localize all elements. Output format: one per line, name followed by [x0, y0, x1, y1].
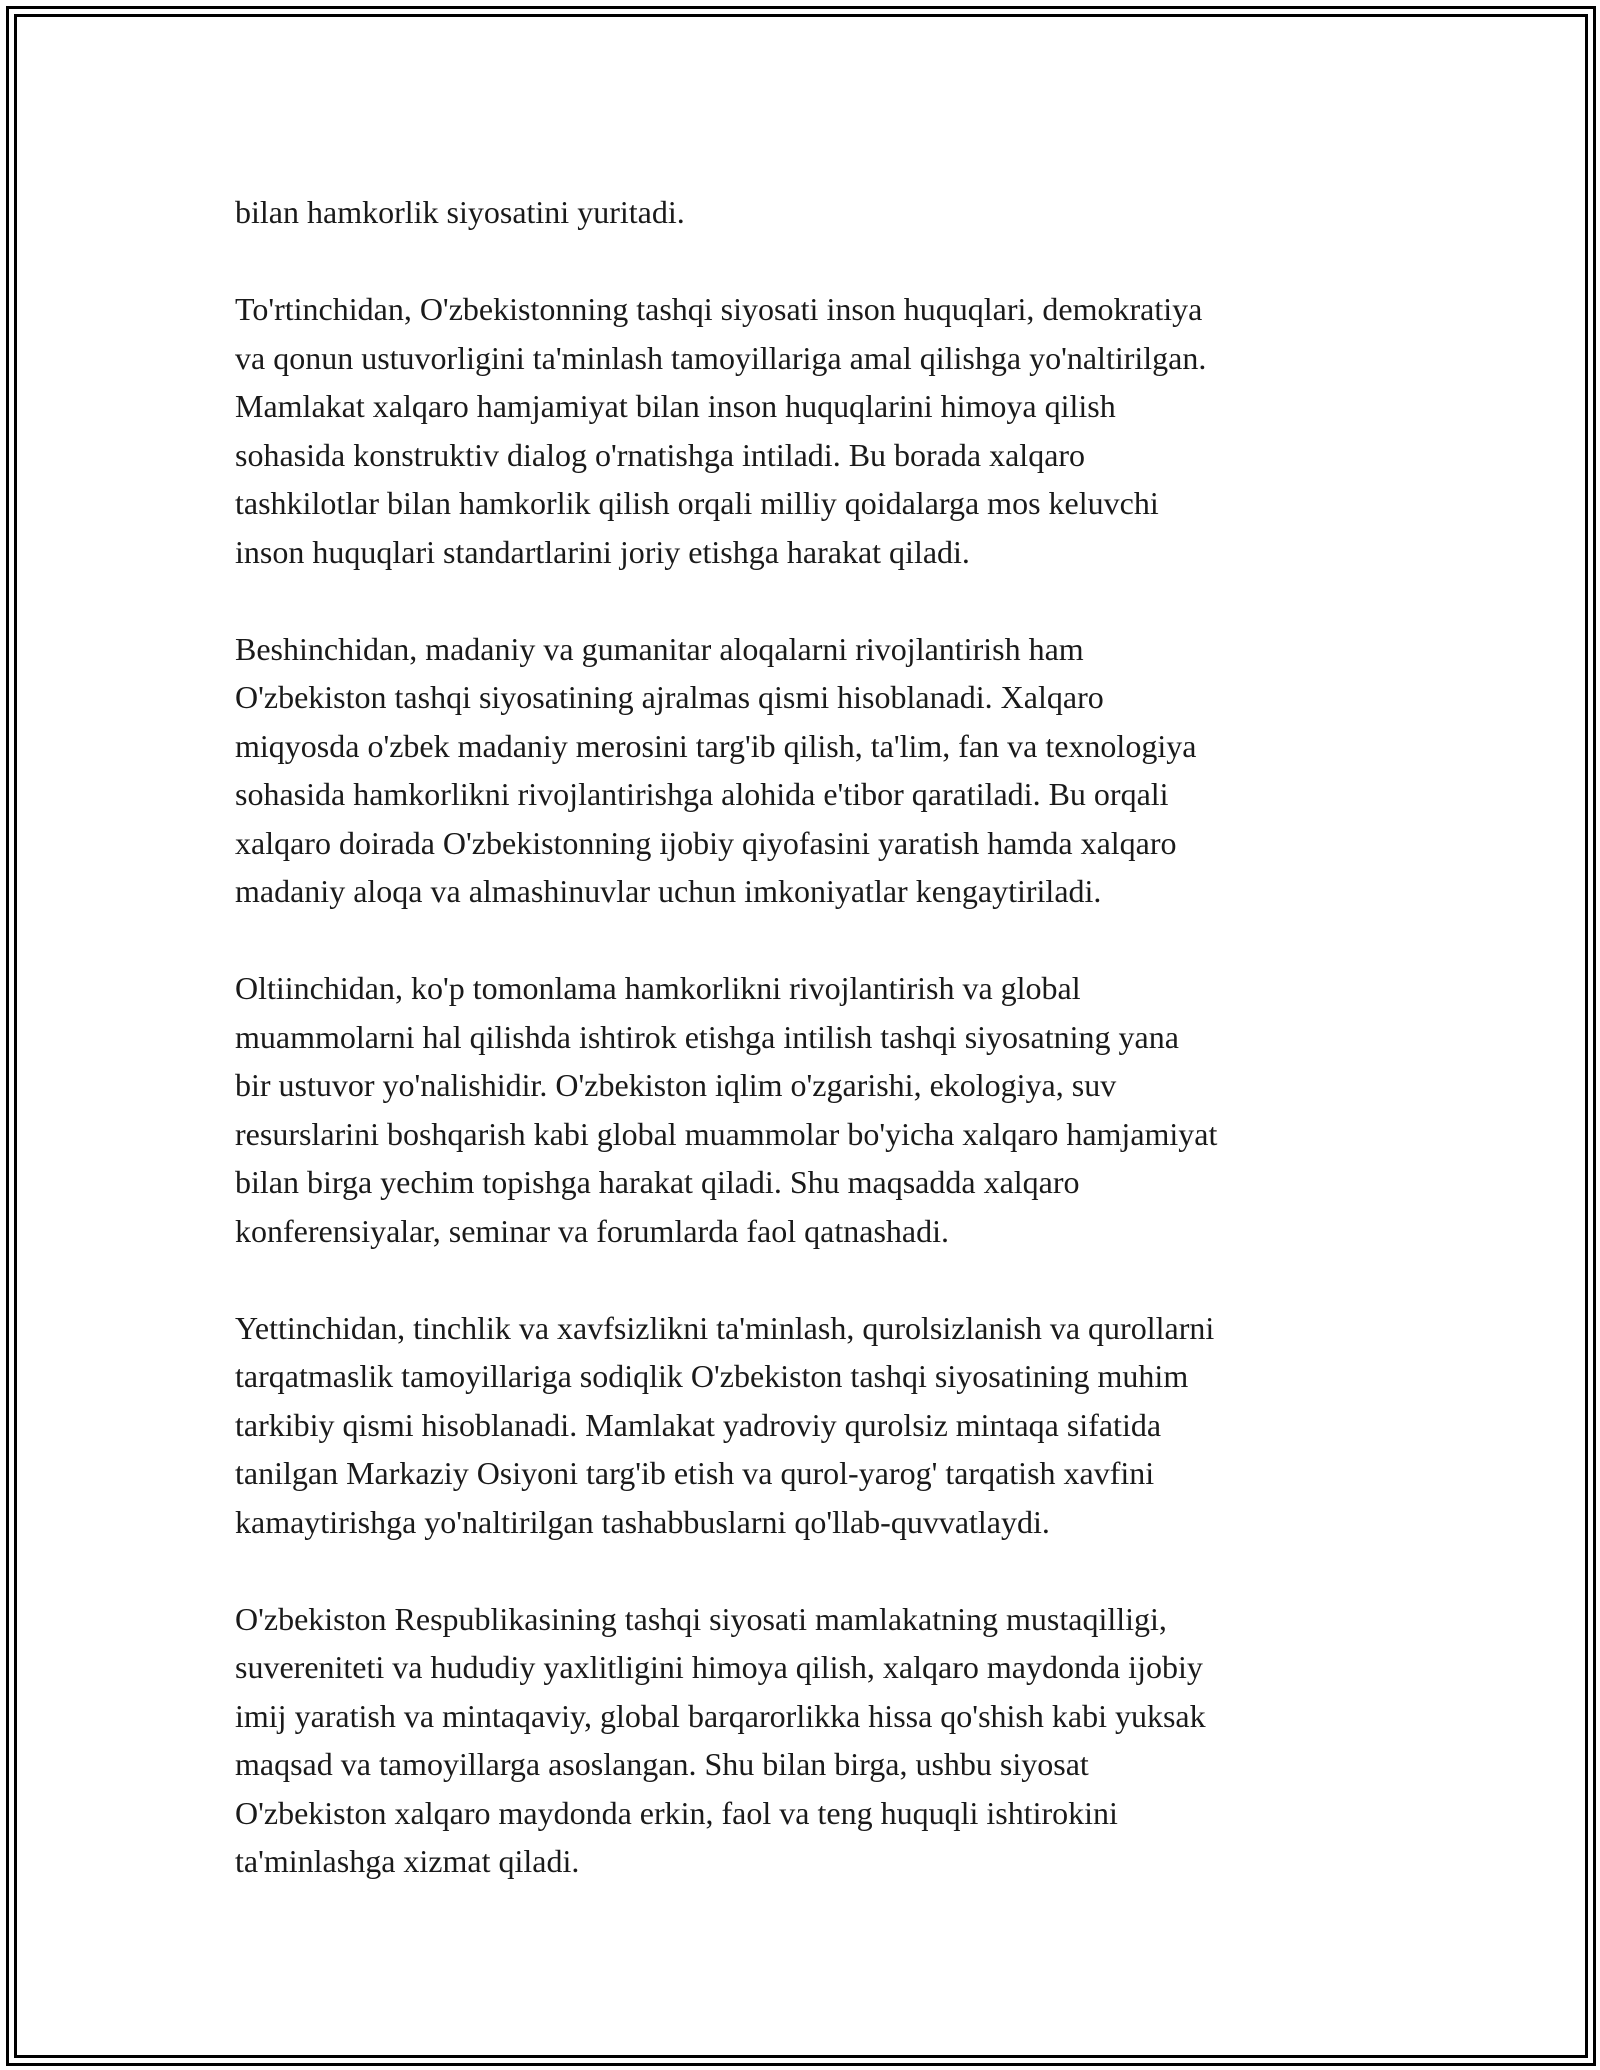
- paragraph-fifth-point: Beshinchidan, madaniy va gumanitar aloqalarni rivojlantirish ham O'zbekiston tashqi siyosatining ajralmas qismi hisoblanadi. Xalqaro miqyosda o'zbek madaniy merosini targ'ib qilish, ta'lim, fan va texnologiya sohasida hamkorlikni rivojlantirishga alohida e'tibor qaratiladi. Bu orqali xalqaro doirada O'zbekistonning ijobiy qiyofasini yaratish hamda xalqaro madaniy aloqa va almashinuvlar uchun imkoniyatlar kengaytiriladi.: [235, 630, 1197, 909]
- paragraph-sixth-point: Oltiinchidan, ko'p tomonlama hamkorlikni rivojlantirish va global muammolarni hal qilishda ishtirok etishga intilish tashqi siyosatning yana bir ustuvor yo'nalishidir. O'zbekiston iqlim o'zgarishi, ekologiya, suv resurslarini boshqarish kabi global muammolar bo'yicha xalqaro hamjamiyat bilan birga yechim topishga harakat qiladi. Shu maqsadda xalqaro konferensiyalar, seminar va forumlarda faol qatnashadi.: [235, 970, 1218, 1249]
- paragraph-conclusion: O'zbekiston Respublikasining tashqi siyosati mamlakatning mustaqilligi, suvereniteti va hududiy yaxlitligini himoya qilish, xalqaro maydonda ijobiy imij yaratish va mintaqaviy, global barqarorlikka hissa qo'shish kabi yuksak maqsad va tamoyillarga asoslangan. Shu bilan birga, ushbu siyosat O'zbekiston xalqaro maydonda erkin, faol va teng huquqli ishtirokini ta'minlashga xizmat qiladi.: [235, 1600, 1206, 1879]
- document-body: [235, 188, 1365, 1934]
- paragraph-fourth-point: To'rtinchidan, O'zbekistonning tashqi siyosati inson huquqlari, demokratiya va qonun ustuvorligini ta'minlash tamoyillariga amal qilishga yo'naltirilgan. Mamlakat xalqaro hamjamiyat bilan inson huquqlarini himoya qilish sohasida konstruktiv dialog o'rnatishga intiladi. Bu borada xalqaro tashkilotlar bilan hamkorlik qilish orqali milliy qoidalarga mos keluvchi inson huquqlari standartlarini joriy etishga harakat qiladi.: [235, 291, 1207, 570]
- paragraph-seventh-point: Yettinchidan, tinchlik va xavfsizlikni ta'minlash, qurolsizlanish va qurollarni tarqatmaslik tamoyillariga sodiqlik O'zbekiston tashqi siyosatining muhim tarkibiy qismi hisoblanadi. Mamlakat yadroviy qurolsiz mintaqa sifatida tanilgan Markaziy Osiyoni targ'ib etish va qurol-yarog' tarqatish xavfini kamaytirishga yo'naltirilgan tashabbuslarni qo'llab-quvvatlaydi.: [235, 1309, 1215, 1540]
- paragraph-continuation: bilan hamkorlik siyosatini yuritadi.: [235, 194, 685, 230]
